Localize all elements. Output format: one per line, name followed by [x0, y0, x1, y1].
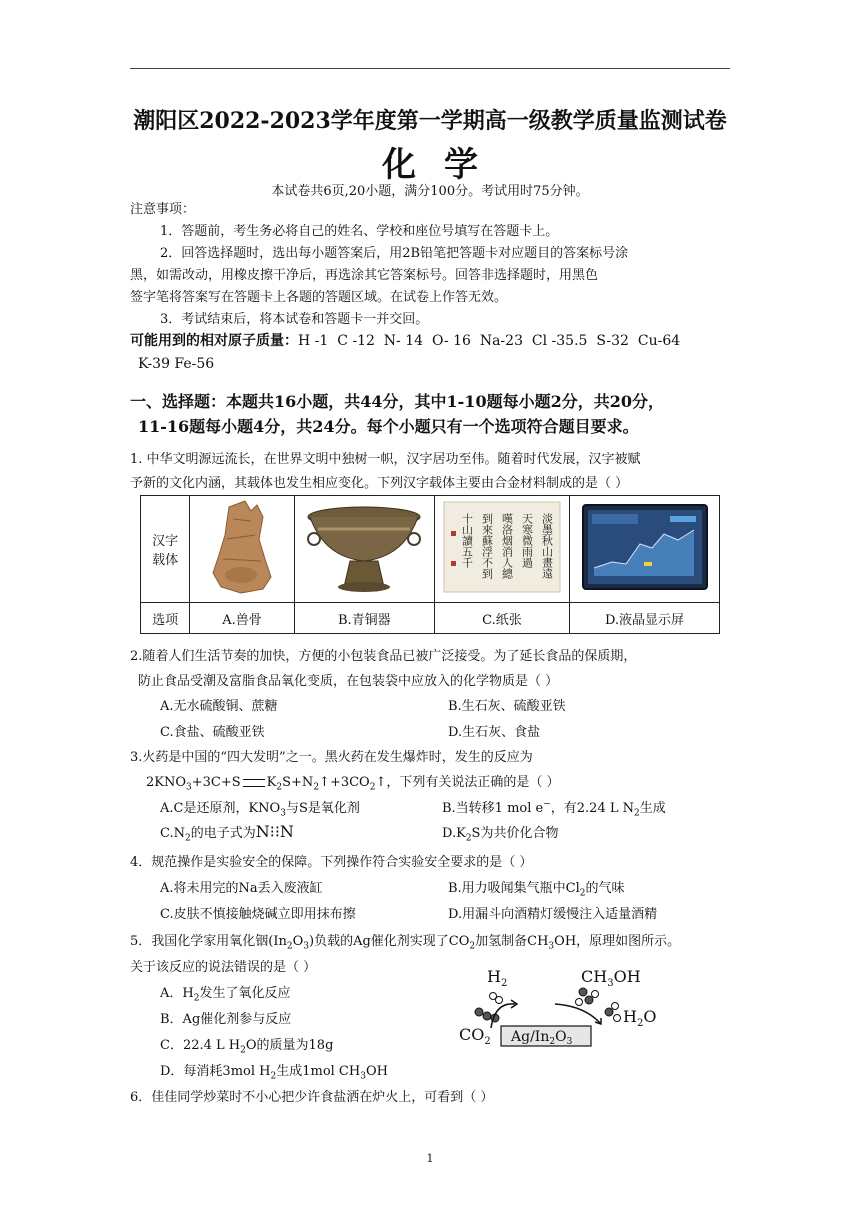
q5-part: O — [292, 934, 304, 949]
opt-part: S为共价化合物 — [471, 826, 559, 841]
equals-sign — [243, 779, 265, 787]
opt-sub: 2 — [465, 833, 472, 844]
question-6-text: 6．佳佳同学炒菜时不小心把少许食盐洒在炉火上，可看到（ ） — [130, 1090, 494, 1105]
eq-sub: 2 — [276, 782, 283, 793]
oracle-bone-image — [207, 499, 277, 595]
notice-item: 3．考试结束后，将本试卷和答题卡一并交回。 — [160, 312, 429, 327]
option-d: D.液晶显示屏 — [570, 603, 720, 634]
q3-option-a — [160, 797, 360, 819]
eq-sub: 2 — [369, 782, 376, 793]
opt-sub: 2 — [193, 993, 200, 1004]
opt-part: 的电子式为 — [190, 826, 256, 841]
bone-image-cell — [190, 496, 294, 603]
eq-sub: 3 — [186, 782, 192, 793]
q5-option-b: B．Ag催化剂参与反应 — [160, 1012, 292, 1027]
opt-part: C．22.4 L H — [160, 1038, 241, 1053]
calligraphy-column: 淡墨秋山畫遠 — [540, 513, 554, 579]
notice-item: 2．回答选择题时，选出每小题答案后，用2B铅笔把答题卡对应题目的答案标号涂 — [160, 246, 629, 261]
row-header-carrier — [141, 496, 190, 603]
opt-sub: 2 — [270, 1071, 277, 1082]
exam-title: 潮阳区2022-2023学年度第一学期高一级教学质量监测试卷 — [133, 108, 727, 134]
option-c: C.纸张 — [434, 603, 569, 634]
calligraphy-column: 天寒微雨過 — [520, 513, 534, 568]
carriers-table — [140, 495, 720, 634]
calligraphy-column: 到來蘇浮不到 — [480, 513, 494, 579]
q2-option-d: D.生石灰、食盐 — [448, 725, 541, 740]
question-3-equation — [146, 771, 559, 793]
paper-image-cell — [434, 496, 569, 603]
calligraphy-column: 十山讀五千 — [460, 513, 474, 568]
notice-heading: 注意事项： — [130, 202, 196, 217]
opt-part: A.C是还原剂，KNO — [160, 801, 281, 816]
opt-sub: 2 — [579, 888, 586, 899]
eq-part: +3C+S — [191, 775, 241, 790]
catalysis-diagram — [455, 960, 670, 1055]
atomic-mass-values-2: K-39 Fe-56 — [138, 356, 215, 372]
question-1-text: 1. 中华文明源远流长，在世界文明中独树一帜，汉字居功至伟。随着时代发展，汉字被赋 — [130, 452, 641, 467]
question-2-text: 2.随着人们生活节奏的加快，方便的小包装食品已被广泛接受。为了延长食品的保质期， — [130, 649, 637, 664]
q5-sub: 2 — [469, 941, 476, 952]
molecule-balls — [475, 988, 621, 1022]
q4-option-b — [448, 877, 625, 899]
opt-sub: 2 — [240, 1045, 246, 1056]
calligraphy-paper-image — [443, 501, 561, 593]
header-rule — [130, 68, 730, 69]
q4-option-a: A.将未用完的Na丢入废液缸 — [160, 881, 323, 896]
eq-part: 2KNO — [146, 775, 187, 790]
catalyst-label: $Ag/In_2O_3$ — [511, 1029, 573, 1047]
q5-sub: 3 — [303, 941, 309, 952]
q3-option-d — [442, 822, 558, 844]
section-heading: 一、选择题：本题共16小题，共44分，其中1-10题每小题2分，共20分， — [130, 392, 664, 411]
q5-part: 加氢制备CH — [475, 934, 549, 949]
opt-part: 与S是氧化剂 — [285, 801, 360, 816]
subject-title: 化学 — [382, 145, 506, 185]
section-heading-2: 11-16题每小题4分，共24分。每个小题只有一个选项符合题目要求。 — [138, 417, 639, 436]
h2o-label: $H_2O$ — [623, 1007, 657, 1029]
q2-option-b: B.生石灰、硫酸亚铁 — [448, 699, 566, 714]
exam-info: 本试卷共6页,20小题，满分100分。考试用时75分钟。 — [271, 184, 589, 199]
atomic-mass-label: 可能用到的相对原子质量： — [130, 333, 298, 349]
notice-item: 黑，如需改动，用橡皮擦干净后，再选涂其它答案标号。回答非选择题时，用黑色 — [130, 268, 599, 283]
eq-part: K — [266, 775, 277, 790]
q5-part: )负载的Ag催化剂实现了CO — [309, 934, 470, 949]
q5-sub: 2 — [286, 941, 293, 952]
q5-option-c — [160, 1034, 333, 1056]
opt-part: 的气味 — [585, 881, 625, 896]
h2-label: $H_2$ — [487, 967, 508, 989]
page-number: 1 — [426, 1152, 434, 1165]
lcd-screen-image — [582, 504, 708, 590]
eq-sub: 2 — [313, 782, 320, 793]
bronze-vessel-image — [304, 499, 424, 595]
atomic-mass-values: H -1 C -12 N- 14 O- 16 Na-23 Cl -35.5 S-32 Cu-64 — [298, 333, 681, 349]
opt-sub: 2 — [185, 833, 191, 844]
q5-option-a — [160, 982, 290, 1004]
option-header: 选项 — [141, 603, 190, 634]
q5-part: 5．我国化学家用氧化铟(In — [130, 934, 287, 949]
question-1-text-2: 予新的文化内涵，其载体也发生相应变化。下列汉字载体主要由合金材料制成的是（ ） — [130, 476, 629, 491]
option-a: A.兽骨 — [190, 603, 294, 634]
reaction-arrow-right — [555, 1004, 601, 1024]
q4-option-c: C.皮肤不慎接触烧碱立即用抹布擦 — [160, 907, 356, 922]
notice-item: 签字笔将答案写在答题卡上各题的答题区域。在试卷上作答无效。 — [130, 290, 508, 305]
eq-part: ↑，下列有关说法正确的是（ ） — [375, 775, 560, 790]
opt-part: 生成1mol CH — [276, 1064, 361, 1079]
opt-sup: − — [543, 799, 551, 810]
opt-part: B.用力吸闻集气瓶中Cl — [448, 881, 580, 896]
q2-option-a: A.无水硫酸铜、蔗糖 — [160, 699, 278, 714]
opt-part: OH — [365, 1064, 388, 1079]
opt-part: C.N — [160, 826, 185, 841]
opt-sub: 3 — [360, 1071, 366, 1082]
row-header-line: 载体 — [152, 553, 179, 568]
question-3-text: 3.火药是中国的“四大发明”之一。黑火药在发生爆炸时，发生的反应为 — [130, 750, 533, 765]
ch3oh-label: $CH_3OH$ — [581, 967, 641, 989]
question-2-text-2: 防止食品受潮及富脂食品氧化变质，在包装袋中应放入的化学物质是（ ） — [138, 674, 559, 689]
question-5-text — [130, 930, 680, 952]
opt-sub: 2 — [634, 808, 640, 819]
opt-part: O的质量为18g — [245, 1038, 334, 1053]
bronze-image-cell — [294, 496, 434, 603]
opt-part: ，有2.24 L N — [550, 801, 634, 816]
opt-part: D.K — [442, 826, 466, 841]
opt-part: A．H — [160, 986, 194, 1001]
eq-part: S+N — [282, 775, 314, 790]
electron-formula: N⁝⁝N — [255, 822, 294, 841]
q3-option-c — [160, 822, 294, 844]
q3-option-b — [442, 797, 666, 819]
opt-part: B.当转移1 mol e — [442, 801, 544, 816]
atomic-mass-line — [130, 330, 680, 350]
row-header-line: 汉字 — [152, 534, 179, 549]
opt-part: 发生了氧化反应 — [199, 986, 291, 1001]
eq-part: ↑+3CO — [319, 775, 370, 790]
q4-option-d: D.用漏斗向酒精灯缓慢注入适量酒精 — [448, 907, 658, 922]
q5-option-d — [160, 1060, 388, 1082]
q5-sub: 3 — [548, 941, 555, 952]
question-4-text: 4．规范操作是实验安全的保障。下列操作符合实验安全要求的是（ ） — [130, 855, 533, 870]
notice-item: 1．答题前，考生务必将自己的姓名、学校和座位号填写在答题卡上。 — [160, 224, 559, 239]
lcd-image-cell — [570, 496, 720, 603]
q2-option-c: C.食盐、硫酸亚铁 — [160, 725, 265, 740]
q5-part: OH，原理如图所示。 — [554, 934, 681, 949]
calligraphy-column: 嘆洛烟消人總 — [500, 513, 514, 579]
option-b: B.青铜器 — [294, 603, 434, 634]
question-5-text-2: 关于该反应的说法错误的是（ ） — [130, 960, 317, 975]
opt-sub: 3 — [280, 808, 286, 819]
opt-part: 生成 — [639, 801, 666, 816]
opt-part: D．每消耗3mol H — [160, 1064, 271, 1079]
co2-label: $CO_2$ — [459, 1025, 491, 1047]
